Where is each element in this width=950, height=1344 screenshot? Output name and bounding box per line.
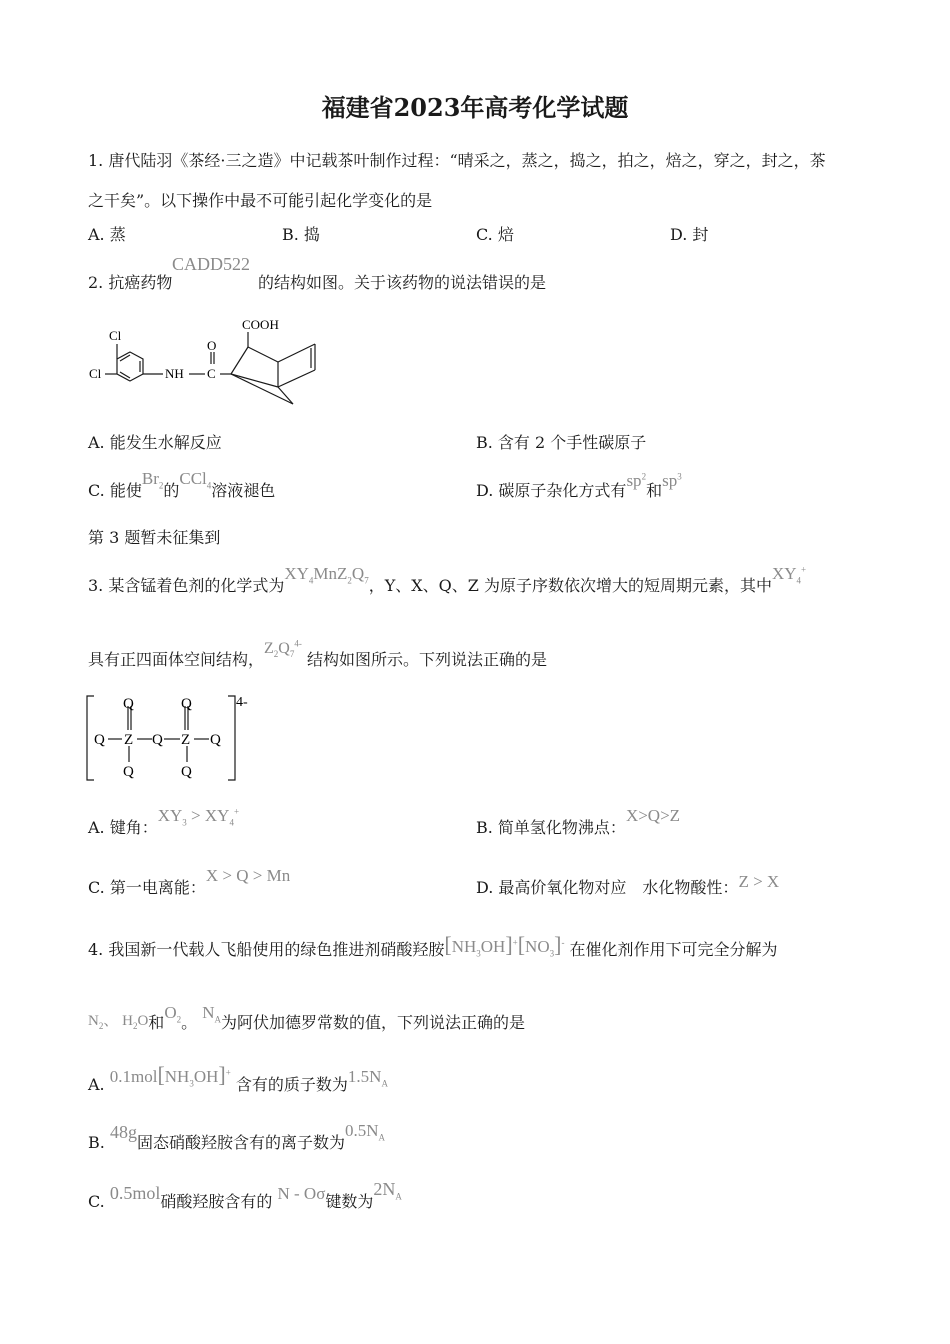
formula-sp2: $sp^2$ xyxy=(626,471,647,490)
z2q7-structure xyxy=(82,690,262,786)
formula-br2: $Br_2$ xyxy=(141,469,164,491)
struct-z-1: Z xyxy=(124,732,134,748)
q1-stem-line1: 1. 唐代陆羽《茶经·三之造》中记载茶叶制作过程：“晴采之，蒸之，捣之，拍之，焙之，穿之，封之，茶 xyxy=(88,151,826,170)
q1-option-a[interactable]: A. 蒸 xyxy=(88,225,126,244)
structure-carbonyl-c: C xyxy=(207,366,216,381)
q4-option-b[interactable]: B. 48g固态硝酸羟胺含有的离子数为$0.5N_A$ xyxy=(88,1121,385,1152)
q3-option-a[interactable]: A. 键角：$XY_3 > XY_4^+$ xyxy=(88,806,240,837)
q2-option-a[interactable]: A. 能发生水解反应 xyxy=(88,433,222,452)
structure-cl-left: Cl xyxy=(89,366,102,381)
q3-stem-line2: 具有正四面体空间结构，$Z_2Q_7^{4-}$ 结构如图所示。下列说法正确的是 xyxy=(88,638,547,669)
formula-bond-angle: $XY_3 > XY_4^+$ xyxy=(157,806,240,828)
q3-option-c[interactable]: C. 第一电离能：X > Q > Mn xyxy=(88,866,291,897)
q2-option-c-pre: C. 能使 xyxy=(88,481,142,500)
q2-stem-pre: 2. 抗癌药物 xyxy=(88,273,173,292)
struct-q-top-1: Q xyxy=(123,696,134,712)
q4-option-a[interactable]: A. $0.1mol[NH_3OH]^+$ 含有的质子数为$1.5N_A$ xyxy=(88,1062,388,1094)
q3-missing-note: 第 3 题暂未征集到 xyxy=(88,528,221,547)
struct-q-bottom-1: Q xyxy=(123,764,134,780)
formula-n-o-sigma: N - Oσ xyxy=(277,1184,326,1203)
q2-option-b[interactable]: B. 含有 2 个手性碳原子 xyxy=(476,433,647,452)
q3-option-d[interactable]: D. 最高价氧化物对应 水化物酸性：Z > X xyxy=(476,872,780,897)
q3-stem-line1: 3. 某含锰着色剂的化学式为$XY_4MnZ_2Q_7$，Y、X、Q、Z 为原子序数依次增大的短周期元素，其中$XY_4^+$ xyxy=(88,564,807,595)
struct-q-left: Q xyxy=(94,732,105,748)
q1-option-c[interactable]: C. 焙 xyxy=(476,225,514,244)
formula-na: $N_A$ xyxy=(202,1003,221,1025)
struct-q-bridge: Q xyxy=(152,732,163,748)
struct-charge: 4- xyxy=(236,695,248,710)
q3-option-b[interactable]: B. 简单氢化物沸点：X>Q>Z xyxy=(476,806,681,837)
structure-cl-top: Cl xyxy=(109,328,122,343)
q4-stem-line1: 4. 我国新一代载人飞船使用的绿色推进剂硝酸羟胺$[NH_3OH]^+[NO_3]^-$ 在催化剂作用下可完全分解为 xyxy=(88,932,778,959)
struct-q-bottom-2: Q xyxy=(181,764,192,780)
q2-option-d[interactable]: D. 碳原子杂化方式有$sp^2$和$sp^3$ xyxy=(476,471,682,500)
q4-stem-line2: $N_2$、 $H_2O$和$O_2$。 $N_A$为阿伏加德罗常数的值，下列说法正确的是 xyxy=(88,1003,525,1032)
formula-acidity: Z > X xyxy=(738,872,780,891)
q1-option-d[interactable]: D. 封 xyxy=(670,225,709,244)
formula-z2q7-4minus: $Z_2Q_7^{4-}$ xyxy=(264,638,302,660)
q2-stem-post: 的结构如图。关于该药物的说法错误的是 xyxy=(258,273,547,292)
structure-cooh: COOH xyxy=(242,317,279,332)
q4-option-c[interactable]: C. 0.5mol硝酸羟胺含有的 N - Oσ键数为$2N_A$ xyxy=(88,1179,402,1211)
formula-xy4mnz2q7: $XY_4MnZ_2Q_7$ xyxy=(284,564,369,586)
formula-xy4-plus: $XY_4^+$ xyxy=(771,564,807,586)
cadd522-structure xyxy=(85,312,335,412)
struct-q-top-2: Q xyxy=(181,696,192,712)
formula-ionization: X > Q > Mn xyxy=(205,866,291,885)
struct-z-2: Z xyxy=(181,732,191,748)
q1-option-b[interactable]: B. 捣 xyxy=(282,225,320,244)
structure-carbonyl-o: O xyxy=(207,338,217,353)
structure-nh: NH xyxy=(165,366,184,381)
q2-drug-name: CADD522 xyxy=(172,254,251,274)
formula-sp3: $sp^3$ xyxy=(662,471,682,490)
struct-q-right: Q xyxy=(210,732,221,748)
q2-option-c[interactable]: C. 能使$Br_2$的CCl$_4$溶液褪色 xyxy=(88,469,276,500)
formula-boiling: X>Q>Z xyxy=(625,806,681,825)
formula-hydroxylammonium-nitrate: $[NH_3OH]^+[NO_3]^-$ xyxy=(444,932,565,959)
q1-stem-line2: 之干矣”。以下操作中最不可能引起化学变化的是 xyxy=(88,191,433,210)
formula-ccl4: CCl$_4$ xyxy=(179,469,212,491)
page-title: 福建省2023年高考化学试题 xyxy=(321,93,629,122)
